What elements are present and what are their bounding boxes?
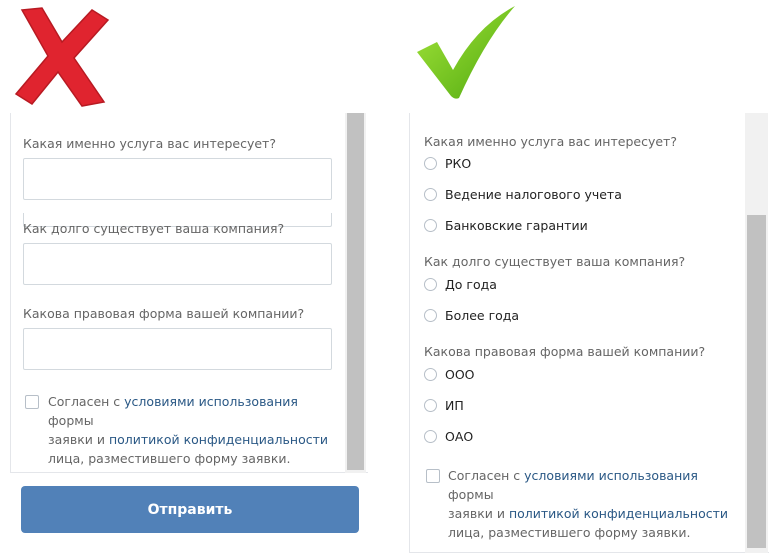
left-scrollbar-thumb[interactable] <box>347 113 364 470</box>
radio-label: ИП <box>445 397 464 413</box>
radio-option-rko[interactable] <box>424 153 471 173</box>
consent-checkbox[interactable] <box>426 469 440 483</box>
question-service-label: Какая именно услуга вас интересует? <box>424 134 677 149</box>
consent-text-part: лица, разместившего форму заявки. <box>448 525 691 540</box>
legal-form-input[interactable] <box>23 328 332 370</box>
consent-text-part: формы <box>448 487 494 502</box>
right-scrollbar-thumb[interactable] <box>747 215 766 548</box>
question-legal-form-label: Какова правовая форма вашей компании? <box>424 344 706 359</box>
radio-option-oao[interactable] <box>424 426 473 446</box>
consent-text <box>448 466 740 542</box>
terms-link[interactable]: условиями использования <box>524 468 698 483</box>
radio-option-tax-accounting[interactable] <box>424 184 622 204</box>
radio-label: До года <box>445 276 497 292</box>
privacy-policy-link[interactable]: политикой конфиденциальности <box>108 432 329 447</box>
radio-option-under-year[interactable] <box>424 274 497 294</box>
consent-text-part: Согласен с <box>48 394 125 409</box>
radio-label: ОАО <box>445 428 474 444</box>
consent-text-part: Согласен с <box>448 468 525 483</box>
service-input[interactable] <box>23 158 332 200</box>
radio-option-ip[interactable] <box>424 395 464 415</box>
radio-button[interactable] <box>424 430 437 443</box>
privacy-policy-link[interactable]: политикой конфиденциальности <box>508 506 729 521</box>
consent-text-part: заявки и <box>448 506 509 521</box>
radio-label: ООО <box>445 366 475 382</box>
question-company-age-label: Как долго существует ваша компания? <box>23 221 285 236</box>
consent-checkbox[interactable] <box>25 395 39 409</box>
radio-button[interactable] <box>424 309 437 322</box>
radio-option-bank-guarantees[interactable] <box>424 215 588 235</box>
radio-button[interactable] <box>424 278 437 291</box>
consent-text <box>48 392 338 468</box>
radio-option-over-year[interactable] <box>424 305 519 325</box>
consent-text-part: заявки и <box>48 432 109 447</box>
company-age-input[interactable] <box>23 243 332 285</box>
radio-button[interactable] <box>424 157 437 170</box>
consent-text-part: формы <box>48 413 94 428</box>
submit-button[interactable]: Отправить <box>21 486 359 533</box>
question-service-label: Какая именно услуга вас интересует? <box>23 136 276 151</box>
radio-label: Более года <box>445 307 520 323</box>
radio-button[interactable] <box>424 188 437 201</box>
red-cross-icon <box>14 6 110 108</box>
terms-link[interactable]: условиями использования <box>124 394 298 409</box>
radio-label: Ведение налогового учета <box>445 186 622 202</box>
radio-label: РКО <box>445 155 472 171</box>
question-legal-form-label: Какова правовая форма вашей компании? <box>23 306 305 321</box>
radio-button[interactable] <box>424 368 437 381</box>
question-company-age-label: Как долго существует ваша компания? <box>424 254 686 269</box>
radio-option-ooo[interactable] <box>424 364 475 384</box>
radio-button[interactable] <box>424 219 437 232</box>
consent-text-part: лица, разместившего форму заявки. <box>48 451 291 466</box>
radio-button[interactable] <box>424 399 437 412</box>
radio-label: Банковские гарантии <box>445 217 588 233</box>
green-checkmark-icon <box>415 4 519 104</box>
